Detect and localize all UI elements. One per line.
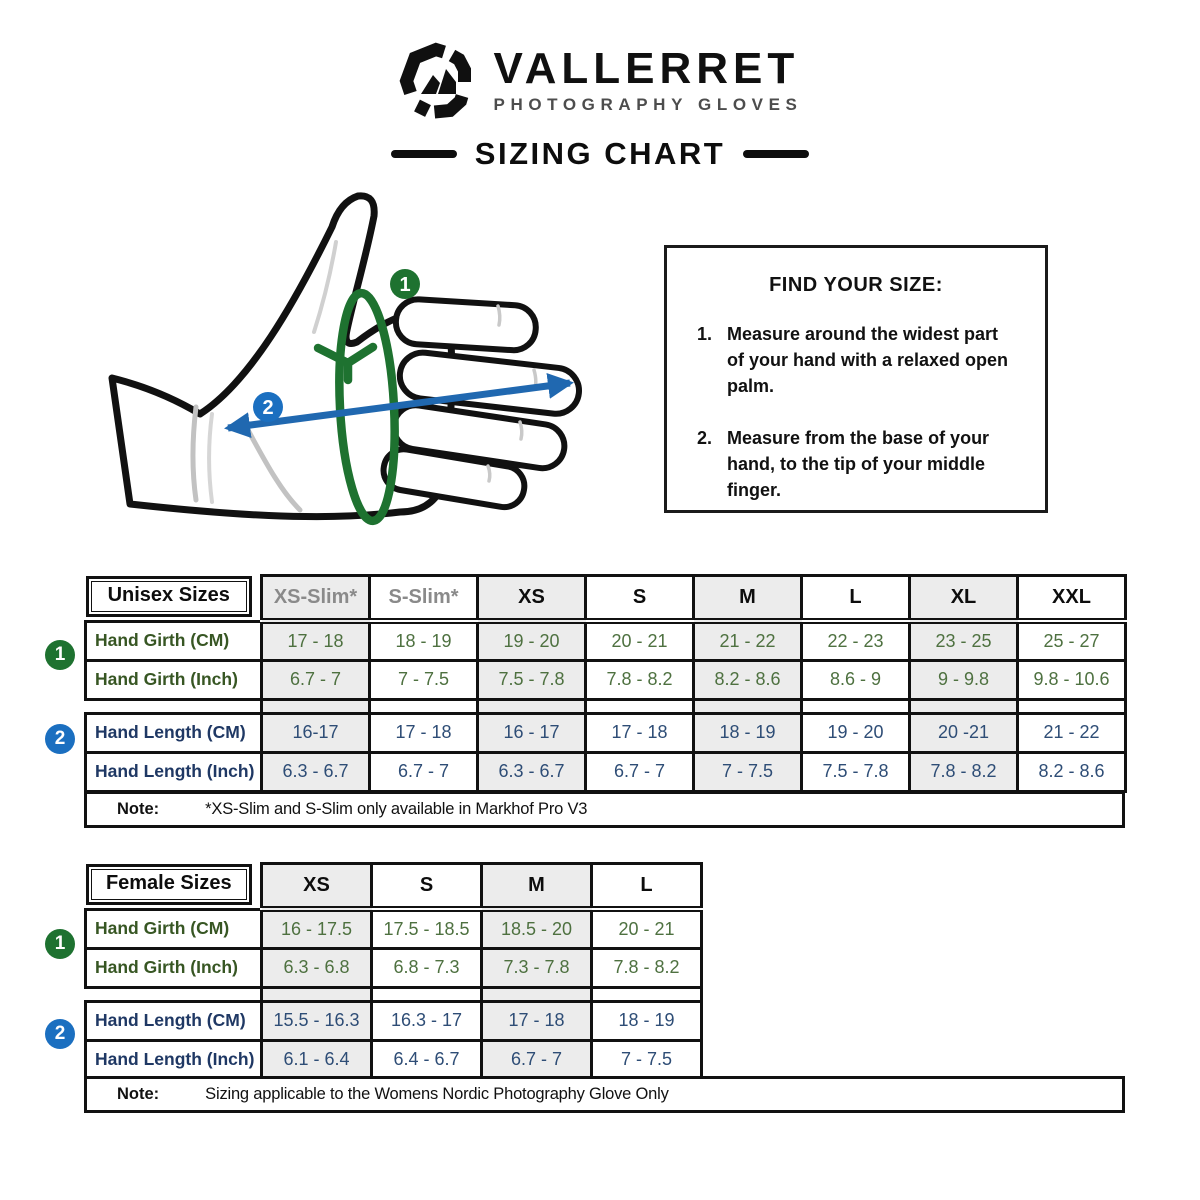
size-value-cell: 6.3 - 6.7 — [262, 752, 370, 791]
spacer — [482, 987, 592, 1001]
length-marker-badge — [253, 392, 283, 422]
size-value-cell: 6.4 - 6.7 — [372, 1040, 482, 1079]
size-value-cell: 21 - 22 — [1018, 713, 1126, 752]
size-value-cell: 8.6 - 9 — [802, 660, 910, 699]
spacer — [802, 699, 910, 713]
female-note-box — [84, 1076, 1125, 1113]
logo-row — [0, 42, 1200, 120]
size-value-cell: 17 - 18 — [370, 713, 478, 752]
title-dash-right-icon — [743, 150, 809, 158]
step-text: Measure from the base of your hand, to the tip of your middle finger. — [727, 428, 990, 501]
size-value-cell: 15.5 - 16.3 — [262, 1001, 372, 1040]
size-value-cell: 16 - 17.5 — [262, 909, 372, 948]
size-value-cell: 7 - 7.5 — [592, 1040, 702, 1079]
column-header: S — [586, 576, 694, 622]
brand-tagline: PHOTOGRAPHY GLOVES — [493, 95, 803, 114]
size-value-cell: 9.8 - 10.6 — [1018, 660, 1126, 699]
size-value-cell: 18 - 19 — [592, 1001, 702, 1040]
size-value-cell: 7.8 - 8.2 — [586, 660, 694, 699]
girth-marker-badge — [390, 269, 420, 299]
spacer — [86, 699, 262, 713]
instruction-step-2 — [697, 425, 1019, 503]
size-value-cell: 9 - 9.8 — [910, 660, 1018, 699]
table-row — [86, 1040, 702, 1079]
column-header: XXL — [1018, 576, 1126, 622]
size-value-cell: 17.5 - 18.5 — [372, 909, 482, 948]
unisex-note-box — [84, 791, 1125, 828]
spacer — [262, 987, 372, 1001]
step-text: Measure around the widest part of your hand with a relaxed open palm. — [727, 324, 1009, 397]
spacer — [86, 987, 262, 1001]
step-number: 1. — [697, 324, 713, 344]
size-value-cell: 6.1 - 6.4 — [262, 1040, 372, 1079]
row-label: Hand Girth (CM) — [86, 621, 262, 660]
size-value-cell: 17 - 18 — [262, 621, 370, 660]
spacer — [1018, 699, 1126, 713]
spacer — [910, 699, 1018, 713]
size-value-cell: 21 - 22 — [694, 621, 802, 660]
svg-text:1: 1 — [399, 274, 411, 296]
size-value-cell: 17 - 18 — [586, 713, 694, 752]
column-header: XS-Slim* — [262, 576, 370, 622]
row-label: Hand Length (Inch) — [86, 1040, 262, 1079]
table-row — [86, 660, 1126, 699]
length-marker-badge: 2 — [45, 724, 75, 754]
size-value-cell: 7.5 - 7.8 — [802, 752, 910, 791]
find-your-size-heading: FIND YOUR SIZE: — [769, 274, 943, 296]
mountain-aperture-icon — [398, 42, 480, 120]
column-header: S-Slim* — [370, 576, 478, 622]
spacer — [694, 699, 802, 713]
table-title: Female Sizes — [91, 869, 248, 900]
brand-name: VALLERRET — [493, 44, 800, 93]
size-value-cell: 16 - 17 — [478, 713, 586, 752]
table-label-box — [86, 864, 262, 910]
title-dash-left-icon — [391, 150, 457, 158]
size-value-cell: 20 - 21 — [592, 909, 702, 948]
size-value-cell: 17 - 18 — [482, 1001, 592, 1040]
size-value-cell: 7.5 - 7.8 — [478, 660, 586, 699]
size-value-cell: 16.3 - 17 — [372, 1001, 482, 1040]
table-row — [86, 752, 1126, 791]
size-value-cell: 25 - 27 — [1018, 621, 1126, 660]
size-value-cell: 18 - 19 — [370, 621, 478, 660]
table-row — [86, 1001, 702, 1040]
size-value-cell: 6.8 - 7.3 — [372, 948, 482, 987]
row-label: Hand Girth (Inch) — [86, 660, 262, 699]
table-row — [86, 621, 1126, 660]
hand-measurement-illustration — [100, 182, 660, 552]
step-number: 2. — [697, 428, 713, 449]
column-header: XS — [478, 576, 586, 622]
size-value-cell: 7 - 7.5 — [694, 752, 802, 791]
table-row — [86, 948, 702, 987]
size-value-cell: 6.7 - 7 — [370, 752, 478, 791]
note-text: Sizing applicable to the Womens Nordic Photography Glove Only — [205, 1085, 669, 1103]
spacer — [372, 987, 482, 1001]
row-label: Hand Length (Inch) — [86, 752, 262, 791]
unisex-sizes-table — [84, 574, 1127, 793]
find-your-size-box — [664, 245, 1048, 513]
female-sizes-table — [84, 862, 703, 1081]
size-value-cell: 20 -21 — [910, 713, 1018, 752]
spacer — [262, 699, 370, 713]
column-header: L — [592, 864, 702, 910]
size-value-cell: 6.7 - 7 — [482, 1040, 592, 1079]
note-label: Note: — [117, 800, 160, 818]
instruction-step-1 — [697, 321, 1019, 399]
instruction-steps — [697, 321, 1019, 504]
column-header: XL — [910, 576, 1018, 622]
length-marker-badge: 2 — [45, 1019, 75, 1049]
size-value-cell: 22 - 23 — [802, 621, 910, 660]
size-value-cell: 19 - 20 — [802, 713, 910, 752]
row-label: Hand Length (CM) — [86, 713, 262, 752]
column-header: M — [482, 864, 592, 910]
size-value-cell: 18 - 19 — [694, 713, 802, 752]
size-value-cell: 7 - 7.5 — [370, 660, 478, 699]
table-row — [86, 713, 1126, 752]
spacer — [592, 987, 702, 1001]
size-value-cell: 6.3 - 6.7 — [478, 752, 586, 791]
size-value-cell: 7.8 - 8.2 — [592, 948, 702, 987]
size-value-cell: 8.2 - 8.6 — [694, 660, 802, 699]
row-label: Hand Girth (CM) — [86, 909, 262, 948]
spacer — [370, 699, 478, 713]
table-title: Unisex Sizes — [91, 581, 248, 612]
girth-marker-badge: 1 — [45, 640, 75, 670]
spacer — [478, 699, 586, 713]
column-header: M — [694, 576, 802, 622]
size-value-cell: 6.7 - 7 — [262, 660, 370, 699]
spacer — [586, 699, 694, 713]
column-header: L — [802, 576, 910, 622]
size-value-cell: 6.3 - 6.8 — [262, 948, 372, 987]
logo-text — [493, 44, 803, 115]
size-value-cell: 7.8 - 8.2 — [910, 752, 1018, 791]
column-header: XS — [262, 864, 372, 910]
size-value-cell: 6.7 - 7 — [586, 752, 694, 791]
page-title-row — [0, 136, 1200, 172]
size-value-cell: 20 - 21 — [586, 621, 694, 660]
brand-header — [0, 42, 1200, 172]
size-value-cell: 19 - 20 — [478, 621, 586, 660]
size-value-cell: 16-17 — [262, 713, 370, 752]
page-title: SIZING CHART — [474, 136, 726, 171]
svg-text:2: 2 — [262, 397, 274, 419]
table-row — [86, 909, 702, 948]
table-label-box — [86, 576, 262, 622]
size-value-cell: 7.3 - 7.8 — [482, 948, 592, 987]
girth-marker-badge: 1 — [45, 929, 75, 959]
note-text: *XS-Slim and S-Slim only available in Markhof Pro V3 — [205, 800, 588, 818]
size-value-cell: 23 - 25 — [910, 621, 1018, 660]
column-header: S — [372, 864, 482, 910]
row-label: Hand Length (CM) — [86, 1001, 262, 1040]
note-label: Note: — [117, 1085, 160, 1103]
size-value-cell: 8.2 - 8.6 — [1018, 752, 1126, 791]
size-value-cell: 18.5 - 20 — [482, 909, 592, 948]
row-label: Hand Girth (Inch) — [86, 948, 262, 987]
